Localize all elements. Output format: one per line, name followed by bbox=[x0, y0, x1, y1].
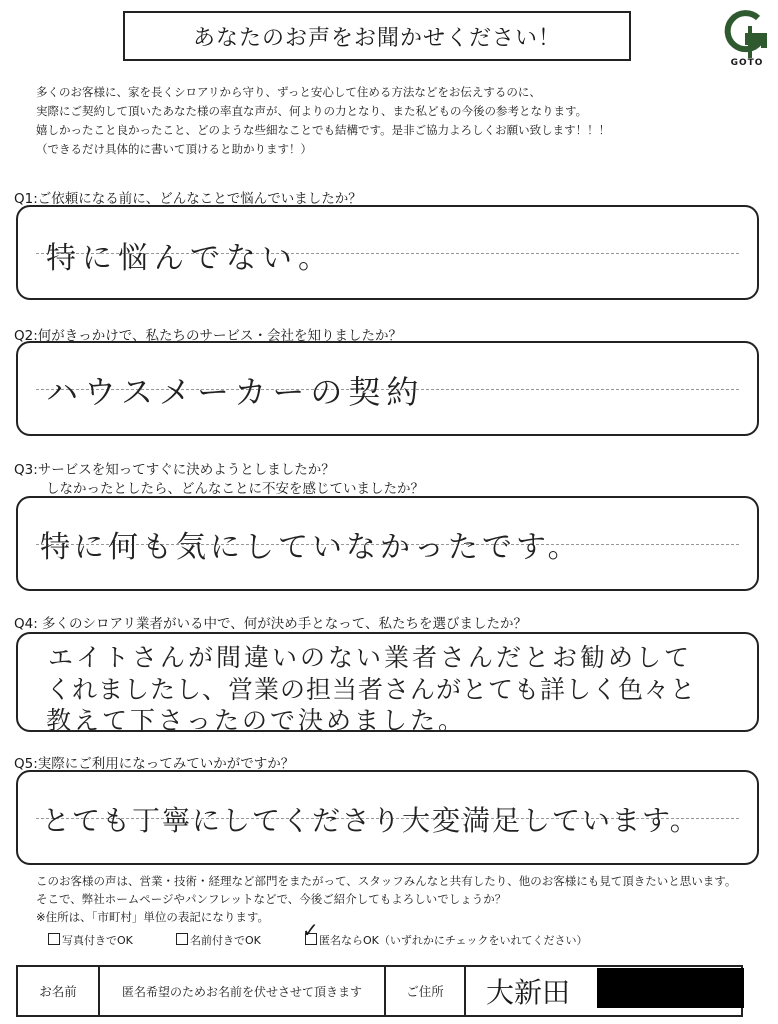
consent-options bbox=[48, 932, 608, 948]
question-3-sub: しなかったとしたら、どんなことに不安を感じていましたか？ bbox=[46, 481, 424, 497]
logo-text: GOTO bbox=[730, 58, 764, 68]
question-3: Q3:サービスを知ってすぐに決めようとしましたか？ bbox=[14, 462, 335, 478]
redaction-block bbox=[597, 968, 744, 1008]
answer-box-5[interactable] bbox=[16, 770, 759, 865]
question-1: Q1:ご依頼になる前に、どんなことで悩んでいましたか？ bbox=[14, 191, 362, 207]
option-anonymous-label: 匿名ならOK（いずれかにチェックをいれてください） bbox=[319, 934, 588, 947]
answer-4-line-3: 教えて下さったので決めました。 bbox=[46, 706, 467, 735]
question-4: Q4: 多くのシロアリ業者がいる中で、何が決め手となって、私たちを選びましたか？ bbox=[14, 616, 527, 632]
answer-1: 特に悩んでない。 bbox=[46, 241, 334, 276]
consent-line: このお客様の声は、営業・技術・経理など部門をまたがって、スタッフみんなと共有したり、他のお客様にも見て頂きたいと思います。 bbox=[36, 874, 737, 888]
checkbox-photo[interactable] bbox=[48, 933, 60, 945]
answer-box-4[interactable] bbox=[16, 632, 759, 735]
answer-4-line-1: エイトさんが間違いのない業者さんだとお勧めして bbox=[48, 643, 693, 672]
consent-line: そこで、弊社ホームページやパンフレットなどで、今後ご紹介してもよろしいでしょうか？ bbox=[36, 892, 507, 906]
name-value: 匿名希望のためお名前を伏せさせて頂きます bbox=[100, 967, 386, 1015]
answer-3: 特に何も気にしていなかったです。 bbox=[40, 530, 582, 565]
intro-line: 嬉しかったこと良かったこと、どのような些細なことでも結構です。是非ご協力よろしくお願い致します！！！ bbox=[36, 123, 611, 137]
address-value: 大新田 bbox=[486, 976, 571, 1009]
answer-box-1[interactable] bbox=[16, 205, 759, 300]
answer-5: とても丁寧にしてくださり大変満足しています。 bbox=[42, 804, 700, 837]
consent-text bbox=[36, 872, 736, 926]
name-label: お名前 bbox=[18, 967, 100, 1015]
answer-box-3[interactable] bbox=[16, 496, 759, 591]
intro-line: （できるだけ具体的に書いて頂けると助かります！） bbox=[36, 142, 312, 156]
question-5: Q5:実際にご利用になってみていかがですか？ bbox=[14, 756, 295, 772]
answer-4-line-2: くれましたし、営業の担当者さんがとても詳しく色々と bbox=[46, 675, 697, 704]
address-label: ご住所 bbox=[386, 967, 466, 1015]
answer-2: ハウスメーカーの契約 bbox=[46, 373, 425, 411]
option-name[interactable] bbox=[176, 932, 261, 948]
consent-line: ※住所は、「市町村」単位の表記になります。 bbox=[36, 910, 269, 924]
checkbox-name[interactable] bbox=[176, 933, 188, 945]
question-2: Q2:何がきっかけで、私たちのサービス・会社を知りましたか？ bbox=[14, 328, 402, 344]
option-anonymous[interactable] bbox=[305, 932, 588, 948]
intro-line: 実際にご契約して頂いたあなた様の率直な声が、何よりの力となり、また私どもの今後の参考となります。 bbox=[36, 104, 588, 118]
intro-text bbox=[36, 83, 756, 159]
intro-line: 多くのお客様に、家を長くシロアリから守り、ずっと安心して住める方法などをお伝えするのに、 bbox=[36, 85, 541, 99]
check-mark-icon: ✓ bbox=[302, 918, 319, 942]
option-photo-label: 写真付きでOK bbox=[62, 934, 133, 947]
option-name-label: 名前付きでOK bbox=[190, 934, 261, 947]
page-title: あなたのお声をお聞かせください！ bbox=[123, 11, 631, 61]
option-photo[interactable] bbox=[48, 932, 133, 948]
answer-box-2[interactable] bbox=[16, 341, 759, 436]
